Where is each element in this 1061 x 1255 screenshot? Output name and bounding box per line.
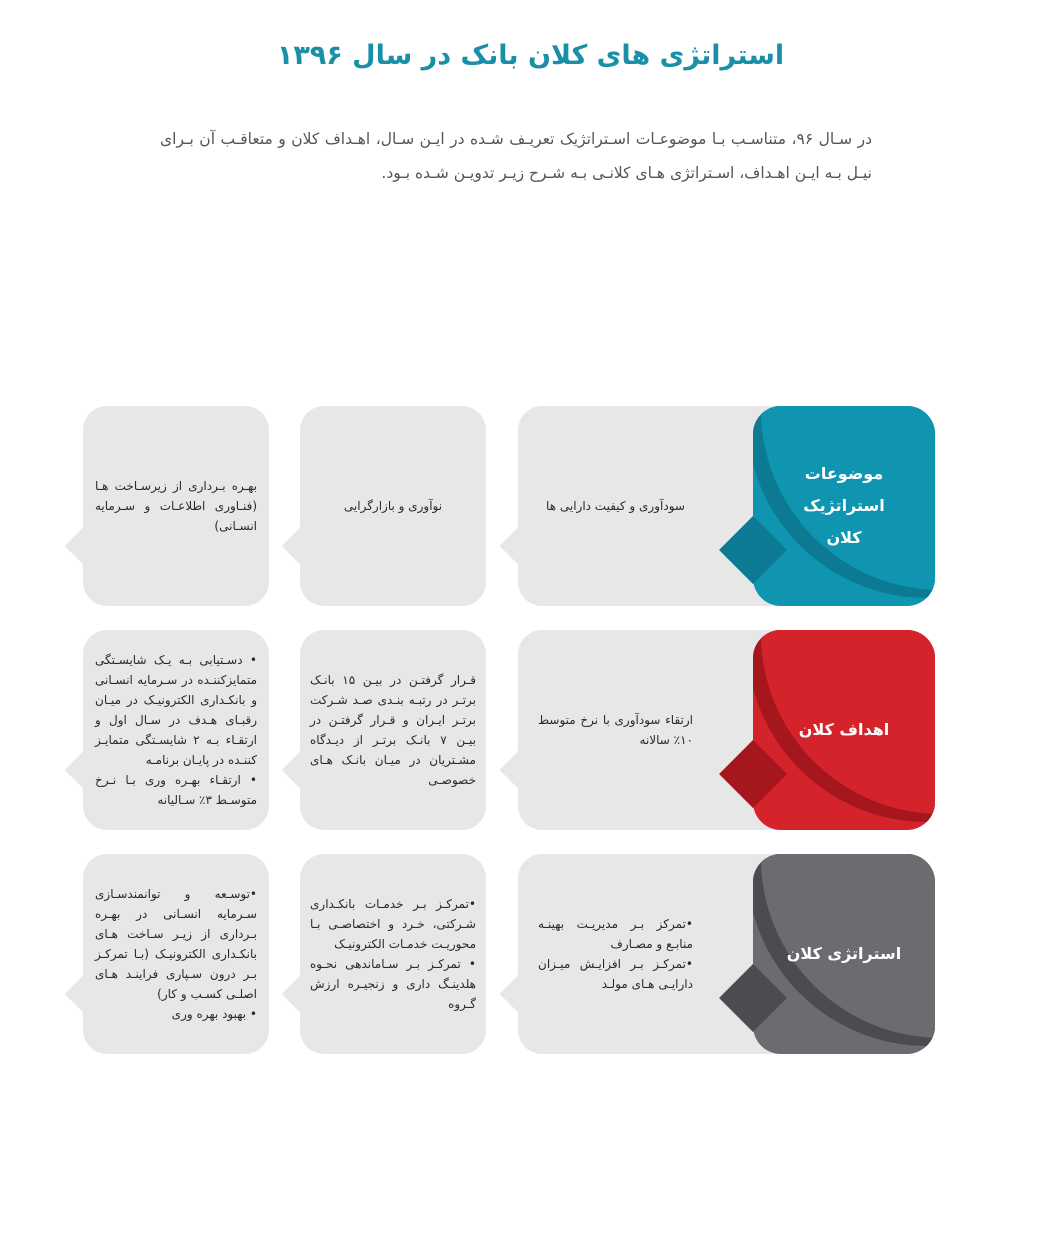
theme-text-3: بهـره بـرداری از زیرسـاخت هـا (فنـاوری اطلاعـات و سـرمایه انسـانی)	[95, 479, 257, 533]
header-label: موضوعات استراتژیک کلان	[803, 464, 885, 547]
goal-text-2: قـرار گرفتـن در بیـن ۱۵ بانـک برتـر در رتبـه بنـدی صـد شـرکت برتـر ایـران و قـرار گرفتـن در بیـن ۷ بانـک برتـر از دیـدگاه مشـتریان در میـان بانـک هـای خصوصـی	[310, 673, 476, 787]
header-label: استراتژی کلان	[786, 944, 902, 963]
header-strategic-themes	[753, 406, 935, 606]
theme-text-2: نوآوری و بازارگرایی	[343, 499, 443, 513]
goal-box-2	[300, 630, 486, 830]
row-strategic-themes	[0, 406, 1061, 606]
strategy-text-3	[83, 854, 269, 1054]
header-macro-goals	[753, 630, 935, 830]
strategy-bullet: • تمرکـز بـر سـاماندهی نحـوه هلدینـگ داری و زنجیـره ارزش گـروه	[310, 957, 476, 1011]
strategy-bullet: • بهبود بهره وری	[171, 1007, 257, 1021]
strategy-bullet: •تمرکز بـر مدیریـت بهینـه منابـع و مصـارف	[538, 917, 693, 951]
header-label: اهداف کلان	[798, 720, 890, 739]
goal-text-3	[83, 630, 269, 830]
intro-paragraph: در سـال ۹۶، متناسـب بـا موضوعـات اسـتراتژیک تعریـف شـده در ایـن سـال، اهـداف کلان و متعاقـب آن بـرای نیـل بـه ایـن اهـداف، اسـتراتژی هـای کلانـی بـه شـرح زیـر تدویـن شـده بـود.	[160, 130, 872, 182]
goal-bullet: • ارتقـاء بهـره وری بـا نـرخ متوسـط ۳٪ سـالیانه	[95, 773, 257, 807]
theme-text-1: سودآوری و کیفیت دارایی ها	[546, 499, 685, 513]
goal-bullet: • دسـتیابی بـه یـک شایسـتگی متمایزکننـده در سـرمایه انسـانی و بانکـداری الکترونیـک در میـان رقبـای هـدف در سـال اول و ارتقـاء بـه ۲ شایسـتگی متمایـز کننـده در پایـان برنامـه	[95, 653, 257, 767]
strategy-bullet: •تمرکـز بـر خدمـات بانکـداری شـرکتی، خـرد و اختصاصـی بـا محوریـت خدمـات الکترونیـک	[310, 897, 476, 951]
row-macro-strategies	[0, 854, 1061, 1054]
strategy-bullet: •توسـعه و توانمندسـازی سـرمایه انسـانی در بهـره بـرداری از زیـر سـاخت هـای بانکـداری الکترونیـک (بـا تمرکـز بـر درون سـپاری فراینـد هـای اصلـی کسـب و کار)	[95, 887, 257, 1001]
goal-box-3	[83, 630, 269, 830]
header-macro-strategies	[753, 854, 935, 1054]
row-macro-goals	[0, 630, 1061, 830]
theme-box-2	[300, 406, 486, 606]
strategy-bullet: •تمرکـز بـر افزایـش میـزان دارایـی هـای مولـد	[538, 957, 693, 991]
theme-box-3	[83, 406, 269, 606]
goal-text-1: ارتقاء سودآوری با نرخ متوسط ۱۰٪ سالانه	[538, 713, 693, 747]
strategy-box-2	[300, 854, 486, 1054]
page-title: استراتژی های کلان بانک در سال ۱۳۹۶	[276, 40, 785, 71]
strategy-box-3	[83, 854, 269, 1054]
strategy-text-2	[300, 854, 486, 1054]
